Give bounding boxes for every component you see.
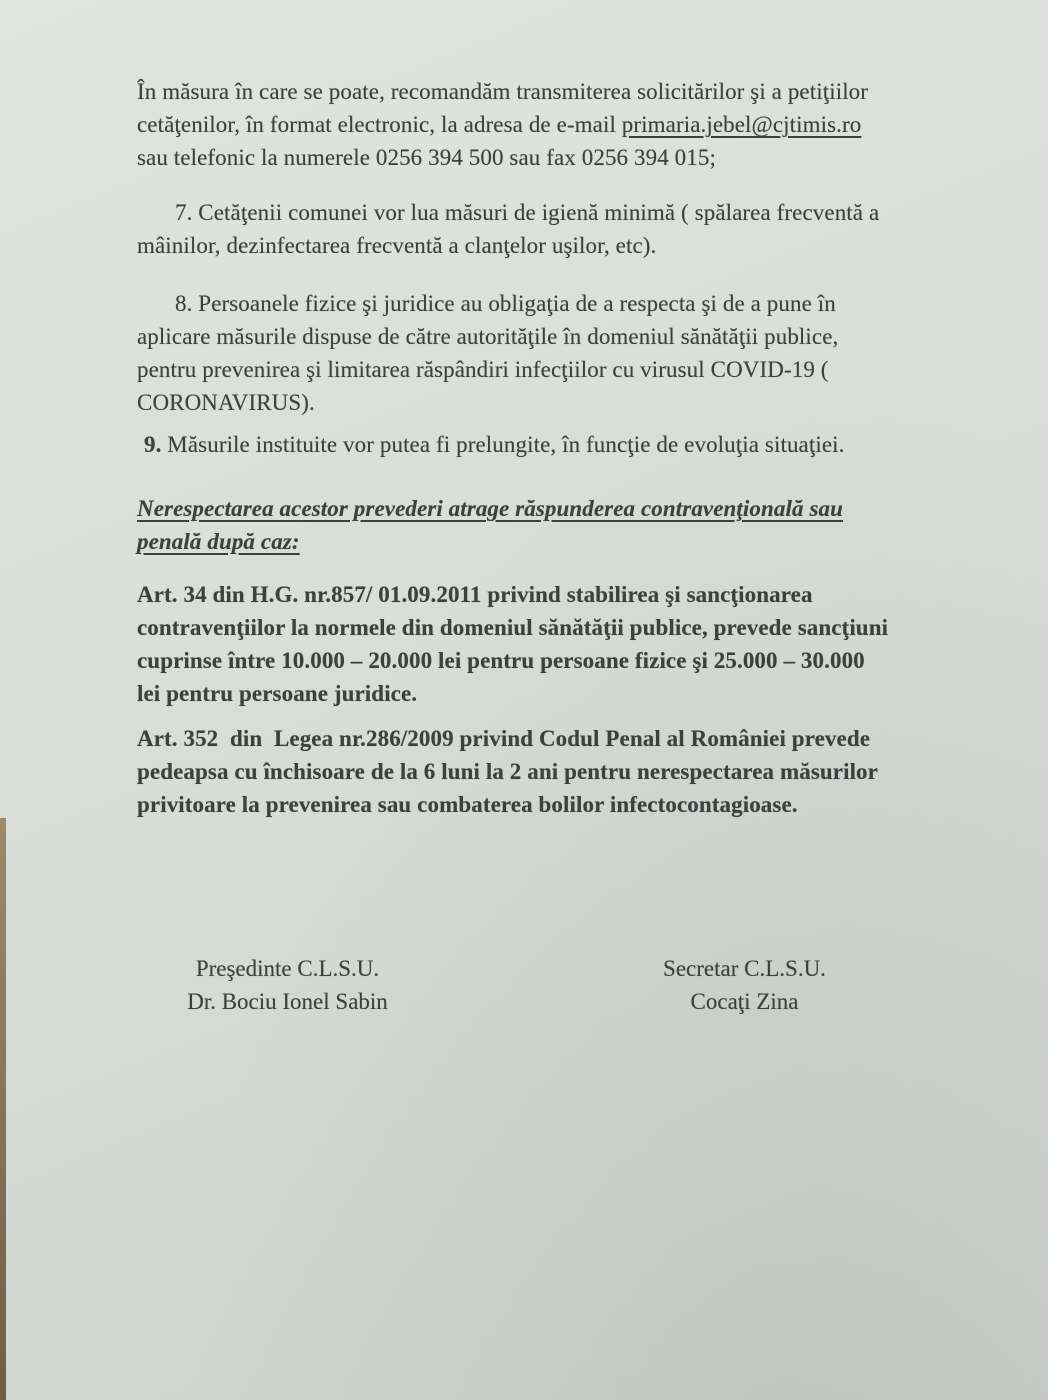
president-name: Dr. Bociu Ionel Sabin: [187, 989, 388, 1014]
text-line: Art. 352 din Legea nr.286/2009 privind Codul Penal al României prevede: [137, 726, 871, 751]
text-line: Art. 34 din H.G. nr.857/ 01.09.2011 privind stabilirea şi sancţionarea: [137, 582, 813, 607]
text-line: [137, 108, 868, 141]
text-line: pentru prevenirea şi limitarea răspândiri infecţiilor cu virusul COVID-19 (: [137, 357, 829, 382]
text-line: Nerespectarea acestor prevederi atrage răspunderea contravenţională sau: [137, 496, 843, 521]
text-line: 7. Cetăţenii comunei vor lua măsuri de igienă minimă ( spălarea frecventă a: [175, 200, 880, 225]
text-line: aplicare măsurile dispuse de către autorităţile în domeniul sănătăţii publice,: [137, 324, 839, 349]
intro-line2-text: cetăţenilor, în format electronic, la adresa de e-mail: [137, 112, 622, 137]
email-address: primaria.jebel@cjtimis.ro: [621, 112, 862, 137]
intro-paragraph: [137, 75, 868, 174]
text-line: pedeapsa cu închisoare de la 6 luni la 2 ani pentru nerespectarea măsurilor: [137, 759, 878, 784]
warning-heading: [137, 492, 843, 558]
text-line: mâinilor, dezinfectarea frecventă a clanţelor uşilor, etc).: [137, 233, 657, 258]
text-line: contravenţiilor la normele din domeniul sănătăţii publice, prevede sancţiuni: [137, 615, 889, 640]
text-line: 8. Persoanele fizice şi juridice au obligaţia de a respecta şi de a pune în: [175, 291, 836, 316]
text-line: [137, 428, 844, 461]
signature-president: [165, 952, 410, 1018]
president-title: Preşedinte C.L.S.U.: [195, 956, 380, 981]
text-line: sau telefonic la numerele 0256 394 500 sau fax 0256 394 015;: [137, 145, 716, 170]
article-352-paragraph: [137, 722, 878, 821]
item-9-number: 9.: [144, 432, 162, 457]
text-line: penală după caz:: [137, 529, 300, 554]
item-7-paragraph: [137, 196, 879, 262]
text-line: lei pentru persoane juridice.: [137, 681, 418, 706]
secretary-name: Cocaţi Zina: [690, 989, 799, 1014]
text-line: În măsura în care se poate, recomandăm transmiterea solicitărilor şi a petiţiilor: [137, 79, 869, 104]
item-9-paragraph: [137, 428, 844, 461]
text-line: CORONAVIRUS).: [137, 390, 315, 415]
item-9-text: Măsurile instituite vor putea fi prelungite, în funcţie de evoluţia situaţiei.: [161, 432, 845, 457]
text-line: cuprinse între 10.000 – 20.000 lei pentru persoane fizice şi 25.000 – 30.000: [137, 648, 865, 673]
signature-secretary: [642, 952, 847, 1018]
item-8-paragraph: [137, 287, 838, 419]
secretary-title: Secretar C.L.S.U.: [663, 956, 826, 981]
article-34-paragraph: [137, 578, 888, 710]
paper-edge-shadow: [0, 818, 6, 1400]
text-line: privitoare la prevenirea sau combaterea bolilor infectocontagioase.: [137, 792, 798, 817]
